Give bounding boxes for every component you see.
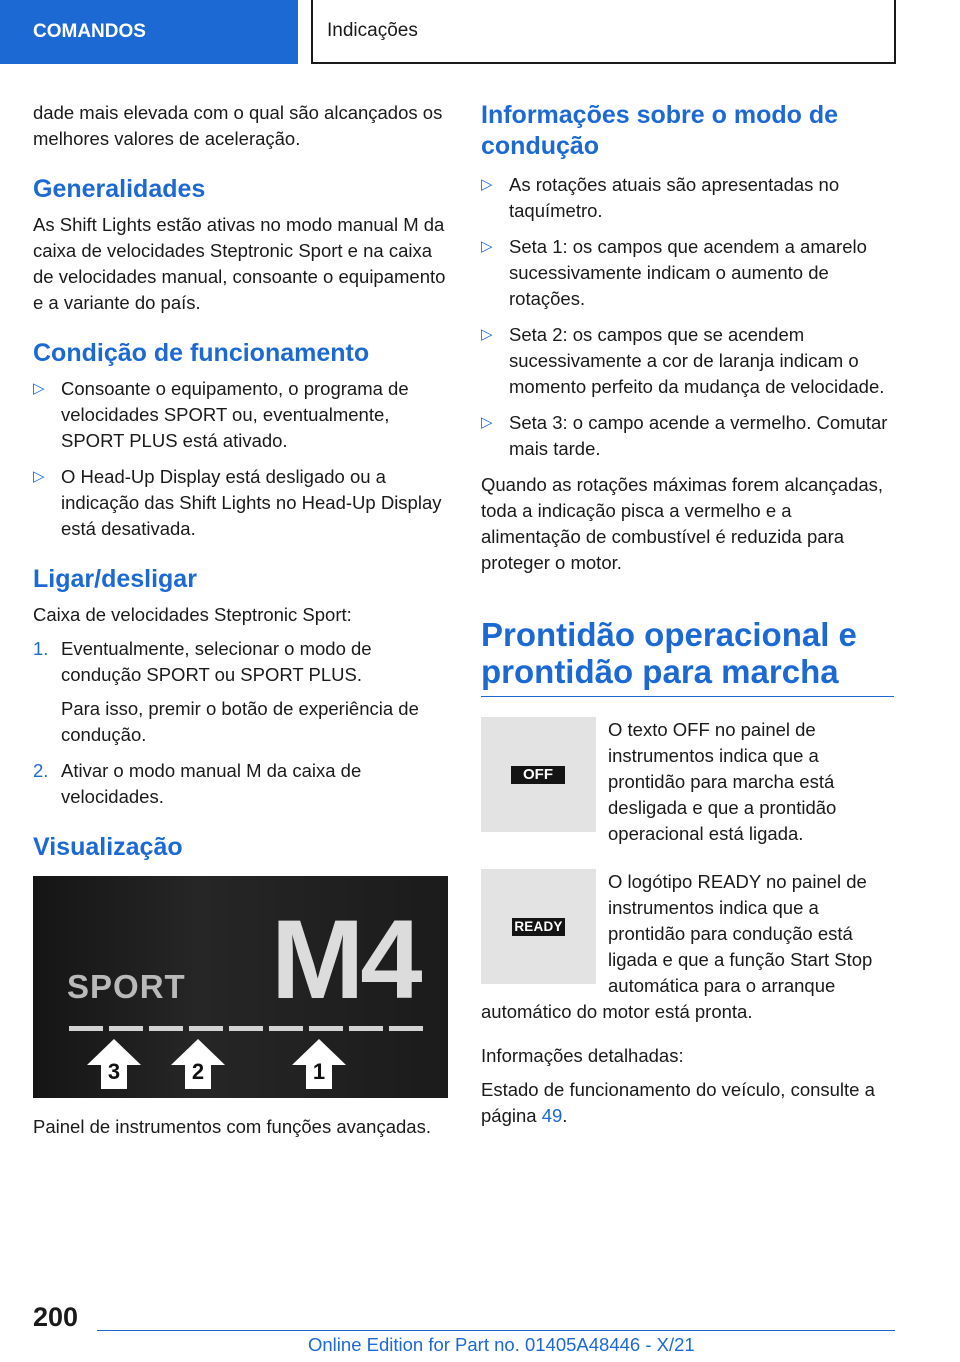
step-item: 2. Ativar o modo manual M da caixa de velocidades. bbox=[33, 760, 362, 807]
ready-block bbox=[481, 869, 894, 1033]
triangle-bullet-icon: ▷ bbox=[481, 414, 493, 431]
off-indicator-image bbox=[481, 717, 596, 832]
generalidades-body: As Shift Lights estão ativas no modo manual M da caixa de velocidades Steptronic Sport e na caixa de velocidades manual, consoante o equipamento e a variante do país. bbox=[33, 214, 446, 313]
list-item: ▷ As rotações atuais são apresentadas no taquímetro. bbox=[481, 174, 840, 221]
step-item: 1. Eventualmente, selecionar o modo de condução SPORT ou SPORT PLUS. Para isso, premir o botão de experiência de condução. bbox=[33, 636, 448, 748]
step-number: 1. bbox=[33, 638, 49, 659]
page-number: 200 bbox=[33, 1302, 79, 1332]
heading-visualizacao: Visualização bbox=[33, 833, 183, 861]
right-column bbox=[481, 100, 894, 1137]
triangle-bullet-icon: ▷ bbox=[33, 468, 45, 485]
left-column bbox=[33, 100, 448, 1148]
heading-condicao: Condição de funcionamento bbox=[33, 339, 370, 367]
off-badge: OFF bbox=[511, 766, 565, 784]
figure-caption: Painel de instrumentos com funções avançadas. bbox=[33, 1116, 431, 1137]
ready-text: O logótipo READY no painel de instrumentos indica que a prontidão para condução está ligada e que a função Start Stop automática para o arranque automático do motor está pronta. bbox=[481, 871, 873, 1022]
triangle-bullet-icon: ▷ bbox=[481, 176, 493, 193]
gear-indicator: M4 bbox=[271, 897, 419, 1022]
step-number: 2. bbox=[33, 760, 49, 781]
heading-prontidao: Prontidão operacional e prontidão para marcha bbox=[481, 616, 894, 697]
triangle-bullet-icon: ▷ bbox=[481, 326, 493, 343]
detail-text: Estado de funcionamento do veículo, consulte a página 49. bbox=[481, 1079, 875, 1126]
off-block bbox=[481, 717, 894, 855]
arrow-2: 2 bbox=[171, 1039, 225, 1089]
condicao-list bbox=[33, 376, 448, 542]
ready-indicator-image bbox=[481, 869, 596, 984]
heading-info-modo: Informações sobre o modo de condução bbox=[481, 101, 839, 160]
shift-lights-bar bbox=[69, 1026, 425, 1031]
intro-text: dade mais elevada com o qual são alcançados os melhores valores de aceleração. bbox=[33, 102, 443, 149]
off-text: O texto OFF no painel de instrumentos indica que a prontidão para marcha está desligada e que a prontidão operacional está ligada. bbox=[608, 719, 837, 844]
step-sub: Para isso, premir o botão de experiência de condução. bbox=[61, 698, 419, 745]
page-link[interactable]: 49 bbox=[541, 1105, 563, 1126]
arrow-3: 3 bbox=[87, 1039, 141, 1089]
footer-divider bbox=[97, 1330, 895, 1331]
info-after: Quando as rotações máximas forem alcançadas, toda a indicação pisca a vermelho e a alimentação de combustível é reduzida para proteger o motor. bbox=[481, 474, 884, 573]
chapter-tab[interactable]: COMANDOS bbox=[0, 0, 298, 64]
triangle-bullet-icon: ▷ bbox=[481, 238, 493, 255]
instrument-cluster-figure bbox=[33, 876, 448, 1098]
list-item: ▷ O Head-Up Display está desligado ou a indicação das Shift Lights no Head-Up Display está desativada. bbox=[33, 466, 442, 539]
detail-label: Informações detalhadas: bbox=[481, 1045, 684, 1066]
footer-edition: Online Edition for Part no. 01405A48446 - X/21 bbox=[308, 1334, 695, 1355]
drive-mode-label: SPORT bbox=[67, 968, 186, 1005]
list-item: ▷ Seta 3: o campo acende a vermelho. Comutar mais tarde. bbox=[481, 412, 888, 459]
list-item: ▷ Consoante o equipamento, o programa de velocidades SPORT ou, eventualmente, SPORT PLUS está ativado. bbox=[33, 378, 409, 451]
ready-badge: READY bbox=[512, 918, 565, 936]
ligar-intro: Caixa de velocidades Steptronic Sport: bbox=[33, 604, 352, 625]
heading-generalidades: Generalidades bbox=[33, 175, 206, 203]
section-title: Indicações bbox=[311, 0, 896, 64]
triangle-bullet-icon: ▷ bbox=[33, 380, 45, 397]
arrow-1: 1 bbox=[292, 1039, 346, 1089]
ligar-steps bbox=[33, 636, 448, 810]
heading-ligar: Ligar/desligar bbox=[33, 565, 197, 593]
list-item: ▷ Seta 1: os campos que acendem a amarelo sucessivamente indicam o aumento de rotações. bbox=[481, 236, 867, 309]
list-item: ▷ Seta 2: os campos que se acendem sucessivamente a cor de laranja indicam o momento perfeito da mudança de velocidade. bbox=[481, 324, 885, 397]
info-list bbox=[481, 172, 894, 462]
